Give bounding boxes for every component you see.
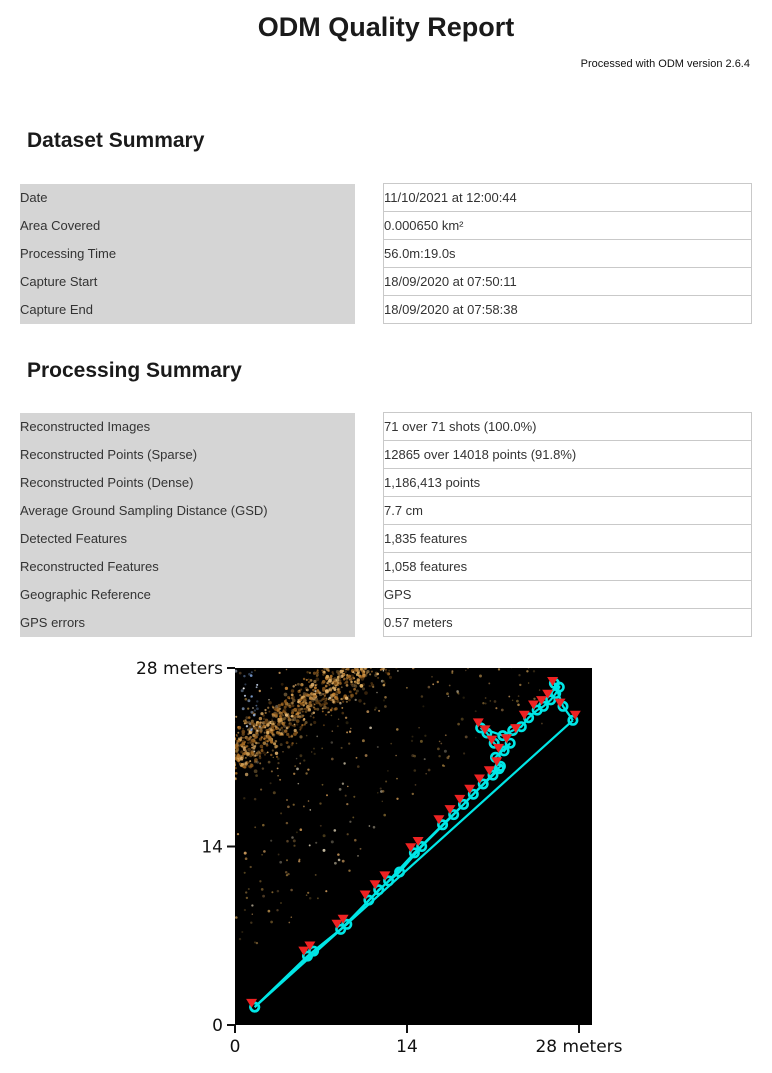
row-value: GPS [384,581,752,609]
processing-summary-table [20,412,752,637]
y-axis-tick-label: 0 [212,1016,223,1036]
row-value: 1,058 features [384,553,752,581]
row-label: Reconstructed Features [20,553,355,581]
table-row [20,184,752,212]
x-axis-tick-label: 14 [396,1037,418,1057]
table-row [20,525,752,553]
table-row [20,497,752,525]
row-label: Processing Time [20,240,355,268]
column-gap [355,609,384,637]
row-value: 0.57 meters [384,609,752,637]
row-label: Geographic Reference [20,581,355,609]
column-gap [355,268,384,296]
row-value: 56.0m:19.0s [384,240,752,268]
row-value: 0.000650 km² [384,212,752,240]
row-label: Average Ground Sampling Distance (GSD) [20,497,355,525]
column-gap [355,184,384,212]
table-row [20,413,752,441]
row-label: Area Covered [20,212,355,240]
table-row [20,268,752,296]
column-gap [355,497,384,525]
column-gap [355,441,384,469]
row-value: 71 over 71 shots (100.0%) [384,413,752,441]
row-value: 7.7 cm [384,497,752,525]
version-note: Processed with ODM version 2.6.4 [580,58,750,70]
x-axis-tick-label: 0 [229,1037,241,1057]
row-label: Detected Features [20,525,355,553]
row-value: 1,186,413 points [384,469,752,497]
row-value: 18/09/2020 at 07:50:11 [384,268,752,296]
column-gap [355,413,384,441]
row-value: 12865 over 14018 points (91.8%) [384,441,752,469]
row-label: Reconstructed Points (Dense) [20,469,355,497]
row-label: Reconstructed Points (Sparse) [20,441,355,469]
table-row [20,296,752,324]
x-axis-tick-label: 28 meters [535,1037,623,1057]
table-row [20,469,752,497]
page-title: ODM Quality Report [257,12,515,42]
reconstruction-top-view-chart [0,640,772,1073]
column-gap [355,469,384,497]
table-row [20,212,752,240]
row-label: GPS errors [20,609,355,637]
row-value: 1,835 features [384,525,752,553]
section-title-dataset-summary: Dataset Summary [27,129,205,152]
y-axis-tick-label: 28 meters [135,659,223,679]
row-label: Capture Start [20,268,355,296]
column-gap [355,296,384,324]
table-row [20,553,752,581]
table-row [20,441,752,469]
column-gap [355,212,384,240]
row-label: Date [20,184,355,212]
row-value: 11/10/2021 at 12:00:44 [384,184,752,212]
table-row [20,581,752,609]
column-gap [355,525,384,553]
section-title-processing-summary: Processing Summary [27,359,242,382]
table-row [20,609,752,637]
column-gap [355,240,384,268]
column-gap [355,581,384,609]
column-gap [355,553,384,581]
row-value: 18/09/2020 at 07:58:38 [384,296,752,324]
row-label: Capture End [20,296,355,324]
dataset-summary-table [20,183,752,324]
y-axis-tick-label: 14 [201,837,223,858]
table-row [20,240,752,268]
row-label: Reconstructed Images [20,413,355,441]
